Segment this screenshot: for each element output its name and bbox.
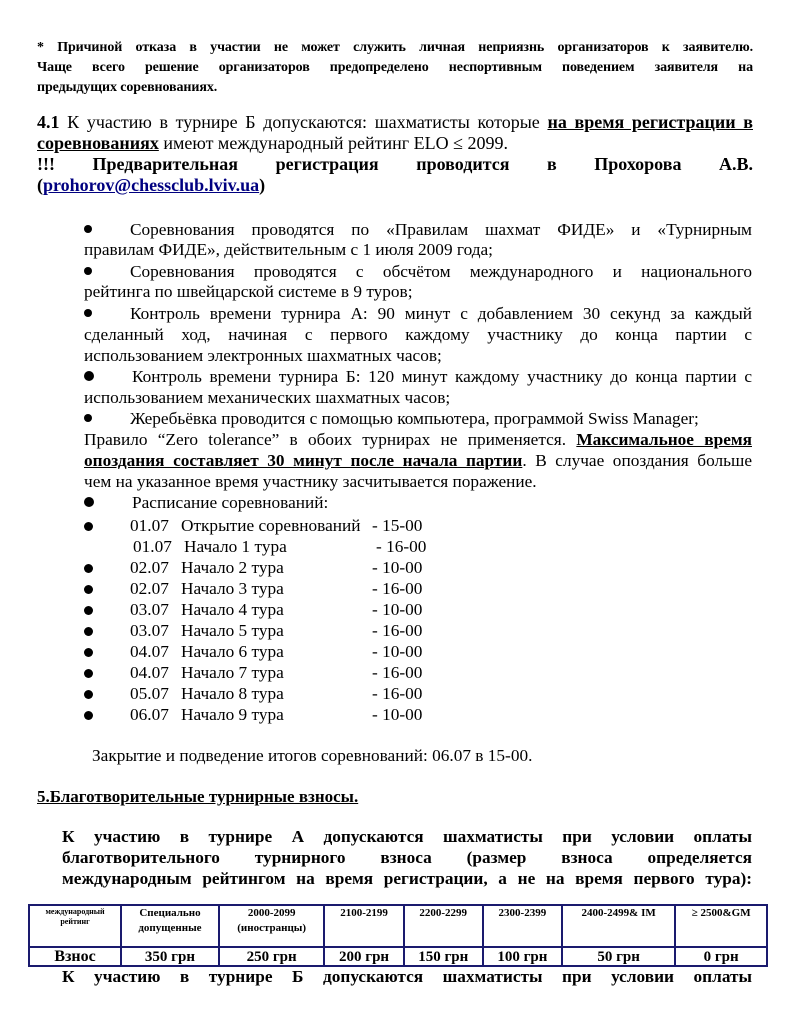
- fee-row-label: Взнос: [29, 947, 121, 966]
- schedule-date: 04.07: [130, 663, 169, 682]
- bullet-text: Жеребьёвка проводится с помощью компьютера, программой Swiss Manager;: [130, 409, 699, 428]
- bullet-line: [84, 303, 752, 324]
- fee-text-line: благотворительного турнирного взноса (размер взноса определяется: [62, 848, 752, 867]
- bullet-text: Контроль времени турнира А: 90 минут с добавлением 30 секунд за каждый: [130, 304, 752, 323]
- fee-header-text: 2200-2299: [419, 907, 468, 919]
- bullet-icon: [84, 371, 94, 381]
- fee-header-cell: [29, 905, 121, 947]
- fee-value-cell: 50 грн: [562, 947, 675, 966]
- note-line: * Причиной отказа в участии не может служить личная неприязнь организаторов к заявителю.: [37, 40, 753, 55]
- paren-open: (: [37, 175, 43, 195]
- zt-text: . В случае опоздания больше: [522, 451, 752, 470]
- section-text: К участию в турнире Б допускаются: шахматисты которые: [59, 112, 548, 132]
- closing-text: Закрытие и подведение итогов соревнований: 06.07 в 15-00.: [92, 746, 533, 765]
- prereg-word: проводится: [416, 154, 510, 174]
- schedule-time: - 16-00: [372, 621, 423, 640]
- bullet-line: правилам ФИДЕ», действительным с 1 июля 2009 года;: [84, 240, 493, 259]
- bullet-icon: [84, 690, 93, 699]
- schedule-time: - 10-00: [372, 558, 423, 577]
- schedule-date: 05.07: [130, 684, 169, 703]
- bullet-line: использованием механических шахматных часов;: [84, 388, 451, 407]
- schedule-date: 01.07: [133, 537, 172, 556]
- schedule-date: 03.07: [130, 600, 169, 619]
- fee-header-cell: [324, 905, 403, 947]
- fee-value-cell: 250 грн: [219, 947, 325, 966]
- fee-header-text: международный: [45, 907, 105, 916]
- schedule-time: - 16-00: [376, 537, 427, 556]
- schedule-date: 01.07: [130, 516, 169, 535]
- bullet-rating: [84, 261, 752, 282]
- schedule-date: 03.07: [130, 621, 169, 640]
- fee-text-line: К участию в турнире А допускаются шахматисты при условии оплаты: [62, 827, 752, 846]
- zt-line-3: чем на указанное время участнику засчитывается поражение.: [84, 472, 537, 491]
- schedule-event: Начало 7 тура: [181, 663, 284, 682]
- zt-emphasis: опоздания составляет 30 минут после начала партии: [84, 451, 523, 470]
- bullet-pairing: [84, 408, 752, 429]
- refusal-note: [37, 38, 753, 98]
- bullet-icon: [84, 522, 93, 531]
- email-link[interactable]: prohorov@chessclub.lviv.ua: [43, 175, 260, 195]
- bullet-icon: [84, 564, 93, 573]
- bullet-line: [84, 366, 752, 387]
- bullet-icon: [84, 309, 92, 317]
- paren-close: ): [259, 175, 266, 195]
- schedule-date: 02.07: [130, 579, 169, 598]
- bullet-line: использованием электронных шахматных часов;: [84, 346, 442, 365]
- bullet-text: Соревнования проводятся по «Правилам шахмат ФИДЕ» и «Турнирным: [130, 220, 752, 239]
- bullet-icon: [84, 711, 93, 720]
- note-line: предыдущих соревнованиях.: [37, 80, 218, 95]
- schedule-time: - 10-00: [372, 600, 423, 619]
- preregistration-line: [37, 154, 753, 175]
- bullet-line: [84, 261, 752, 282]
- fee-table-header-row: [29, 905, 767, 947]
- prereg-word: Предварительная: [92, 154, 239, 174]
- bullet-icon: [84, 648, 93, 657]
- fee-header-text: 2100-2199: [340, 907, 388, 919]
- schedule-event: Начало 2 тура: [181, 558, 284, 577]
- fee-header-cell: [483, 905, 562, 947]
- bullet-icon: [84, 606, 93, 615]
- fee-header-text: 2400-2499& IM: [581, 907, 656, 919]
- schedule-event: Открытие соревнований: [181, 516, 361, 535]
- schedule-time: - 15-00: [372, 516, 423, 535]
- bullet-line: [84, 492, 752, 513]
- bullet-icon: [84, 414, 92, 422]
- fee-header-cell: [675, 905, 767, 947]
- bullet-fide-rules: [84, 219, 752, 240]
- fee-header-text: 2000-2099: [247, 907, 296, 919]
- zt-emphasis: Максимальное время: [576, 430, 752, 449]
- fee-table-value-row: [29, 947, 767, 966]
- bullet-icon: [84, 225, 92, 233]
- fee-header-text: (иностранцы): [237, 922, 307, 934]
- schedule-date: 06.07: [130, 705, 169, 724]
- fee-table: [28, 904, 768, 967]
- fee-header-text: рейтинг: [60, 917, 90, 926]
- schedule-time: - 16-00: [372, 663, 423, 682]
- fee-header-cell: [219, 905, 325, 947]
- fee-value-cell: 150 грн: [404, 947, 483, 966]
- fee-header-text: 2300-2399: [498, 907, 547, 919]
- note-line: Чаще всего решение организаторов предопределено неспортивным поведением заявителя на: [37, 60, 753, 75]
- fee-value-cell: 100 грн: [483, 947, 562, 966]
- schedule-heading: [84, 492, 752, 513]
- section-4-1: [37, 112, 753, 196]
- schedule-event: Начало 3 тура: [181, 579, 284, 598]
- fee-header-cell: [121, 905, 219, 947]
- bullet-time-control-a: [84, 303, 752, 366]
- section-4-1-line-2: [37, 133, 753, 154]
- zt-text: Правило “Zero tolerance” в обоих турнирах не применяется.: [84, 430, 577, 449]
- fee-value-cell: 0 грн: [675, 947, 767, 966]
- zt-line-1: [84, 429, 752, 450]
- section-5-heading: 5.Благотворительные турнирные взносы.: [37, 787, 359, 806]
- schedule-heading-text: Расписание соревнований:: [132, 493, 329, 512]
- fee-header-text: ≥ 2500&GM: [691, 907, 751, 919]
- fee-header-text: Специально: [139, 907, 201, 919]
- tournament-a-fee-text: [62, 826, 752, 889]
- fee-value-cell: 350 грн: [121, 947, 219, 966]
- fee-header-cell: [562, 905, 675, 947]
- bullet-icon: [84, 497, 94, 507]
- emphasis-registration-time: на время регистрации в: [547, 112, 753, 132]
- elo-limit-text: имеют международный рейтинг ELO ≤ 2099.: [158, 133, 509, 153]
- schedule-event: Начало 4 тура: [181, 600, 284, 619]
- schedule-time: - 10-00: [372, 642, 423, 661]
- bullet-text: Соревнования проводятся с обсчётом международного и национального: [130, 262, 752, 281]
- bullet-line: [84, 219, 752, 240]
- schedule-event: Начало 6 тура: [181, 642, 284, 661]
- bullet-icon: [84, 627, 93, 636]
- schedule-time: - 16-00: [372, 579, 423, 598]
- zt-line-2: [84, 450, 752, 471]
- prereg-word: А.В.: [718, 154, 753, 174]
- prereg-word: в: [547, 154, 557, 174]
- section-number: 4.1: [37, 112, 60, 132]
- schedule-event: Начало 8 тура: [181, 684, 284, 703]
- fee-text-line: международным рейтингом на время регистрации, а не на время первого тура):: [62, 869, 752, 888]
- bullet-icon: [84, 669, 93, 678]
- bullet-line: сделанный ход, начиная с первого каждому участнику до конца партии с: [84, 325, 752, 344]
- bullet-line: [84, 408, 752, 429]
- schedule-date: 04.07: [130, 642, 169, 661]
- prereg-word: !!!: [37, 154, 55, 174]
- tournament-b-fee-text: К участию в турнире Б допускаются шахматисты при условии оплаты: [62, 967, 752, 986]
- email-line: [37, 175, 753, 196]
- fee-header-cell: [404, 905, 483, 947]
- schedule-event: Начало 1 тура: [184, 537, 287, 556]
- bullet-icon: [84, 585, 93, 594]
- section-4-1-line-1: [37, 112, 753, 133]
- schedule-date: 02.07: [130, 558, 169, 577]
- schedule-event: Начало 9 тура: [181, 705, 284, 724]
- prereg-word: регистрация: [275, 154, 379, 174]
- schedule-event: Начало 5 тура: [181, 621, 284, 640]
- bullet-text: Контроль времени турнира Б: 120 минут каждому участнику до конца партии с: [132, 367, 752, 386]
- bullet-icon: [84, 267, 92, 275]
- fee-value-cell: 200 грн: [324, 947, 403, 966]
- emphasis-competitions: соревнованиях: [37, 133, 159, 153]
- zero-tolerance-paragraph: [84, 429, 752, 492]
- bullet-line: рейтинга по швейцарской системе в 9 туров;: [84, 282, 413, 301]
- fee-header-text: допущенные: [138, 922, 202, 934]
- schedule-time: - 10-00: [372, 705, 423, 724]
- prereg-word: Прохорова: [594, 154, 682, 174]
- schedule-time: - 16-00: [372, 684, 423, 703]
- bullet-time-control-b: [84, 366, 752, 408]
